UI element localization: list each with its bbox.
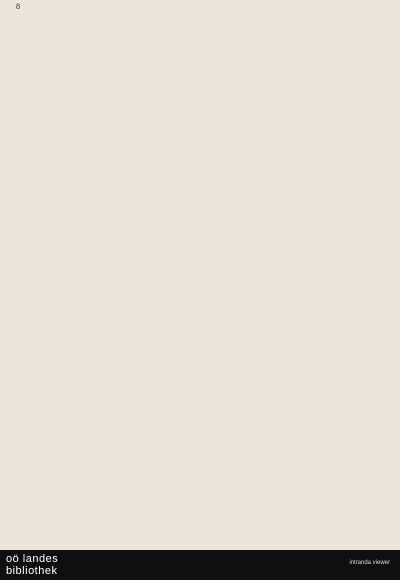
left-column bbox=[14, 14, 190, 546]
library-logo[interactable] bbox=[6, 552, 92, 578]
page-number: 8 bbox=[16, 2, 20, 11]
footer-bar bbox=[0, 550, 400, 580]
right-column bbox=[208, 14, 384, 546]
logo-text-bottom: bibliothek bbox=[6, 565, 58, 577]
logo-text-top: oö landes bbox=[6, 553, 59, 565]
viewer-label: intranda viewer bbox=[349, 560, 390, 566]
